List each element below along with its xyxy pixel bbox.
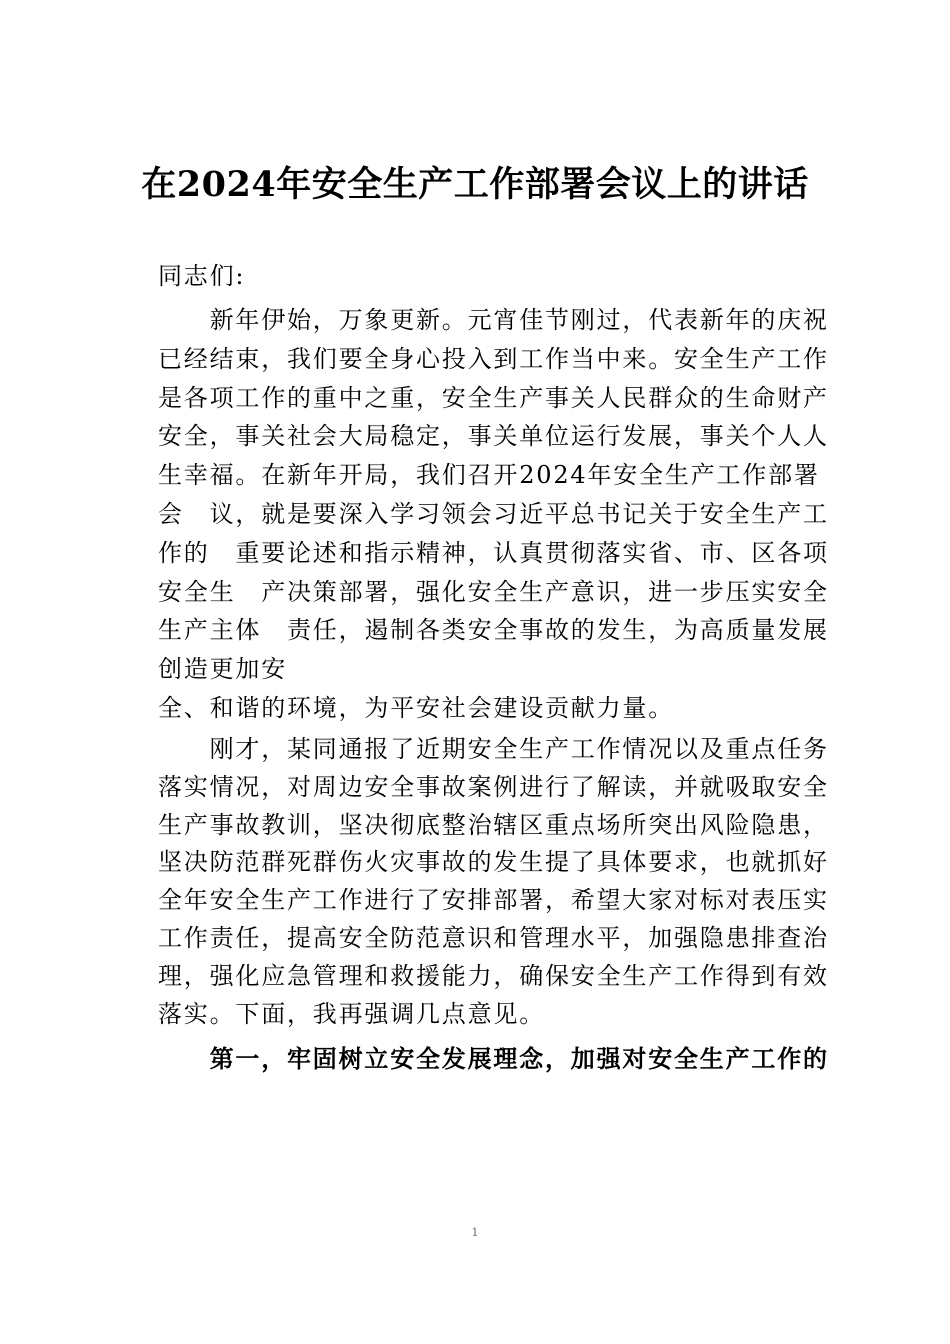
paragraph-line: 是各项工作的重中之重，安全生产事关人民群众的生命财产 <box>158 383 829 412</box>
paragraph-line: 理，强化应急管理和救援能力，确保安全生产工作得到有效 <box>158 961 829 990</box>
paragraph-line: 安全，事关社会大局稳定，事关单位运行发展，事关个人人 <box>158 422 829 451</box>
paragraph-line: 全年安全生产工作进行了安排部署，希望大家对标对表压实 <box>158 886 829 915</box>
paragraph-line: 生幸福。在新年开局，我们召开2024年安全生产工作部署 <box>158 461 820 490</box>
document-title: 在2024年安全生产工作部署会议上的讲话 <box>141 164 809 205</box>
paragraph-line: 工作责任，提高安全防范意识和管理水平，加强隐患排查治 <box>158 923 829 952</box>
paragraph-line: 安全生 产决策部署，强化安全生产意识，进一步压实安全 <box>158 577 829 606</box>
paragraph-line: 创造更加安 <box>158 655 287 684</box>
paragraph-line: 新年伊始，万象更新。元宵佳节刚过，代表新年的庆祝 <box>158 306 829 334</box>
paragraph-line: 会 议，就是要深入学习领会习近平总书记关于安全生产工 <box>158 499 829 528</box>
paragraph-1 <box>158 301 829 728</box>
greeting: 同志们: <box>158 262 246 290</box>
paragraph-line: 生产事故教训，坚决彻底整治辖区重点场所突出风险隐患， <box>158 810 829 839</box>
paragraph-line: 生产主体 责任，遏制各类安全事故的发生，为高质量发展 <box>158 616 829 645</box>
page-number: 1 <box>471 1226 479 1239</box>
paragraph-line: 坚决防范群死群伤火灾事故的发生提了具体要求，也就抓好 <box>158 848 829 877</box>
paragraph-line: 作的 重要论述和指示精神，认真贯彻落实省、市、区各项 <box>158 538 829 567</box>
paragraph-line: 落实。下面，我再强调几点意见。 <box>158 999 545 1028</box>
paragraph-line: 刚才，某同通报了近期安全生产工作情况以及重点任务 <box>158 735 829 763</box>
paragraph-line: 已经结束，我们要全身心投入到工作当中来。安全生产工作 <box>158 344 829 373</box>
paragraph-line: 落实情况，对周边安全事故案例进行了解读，并就吸取安全 <box>158 772 829 801</box>
section-heading: 第一，牢固树立安全发展理念，加强对安全生产工作的 <box>158 1044 829 1073</box>
paragraph-line: 全、和谐的环境，为平安社会建设贡献力量。 <box>158 693 674 722</box>
paragraph-2 <box>158 731 829 1033</box>
